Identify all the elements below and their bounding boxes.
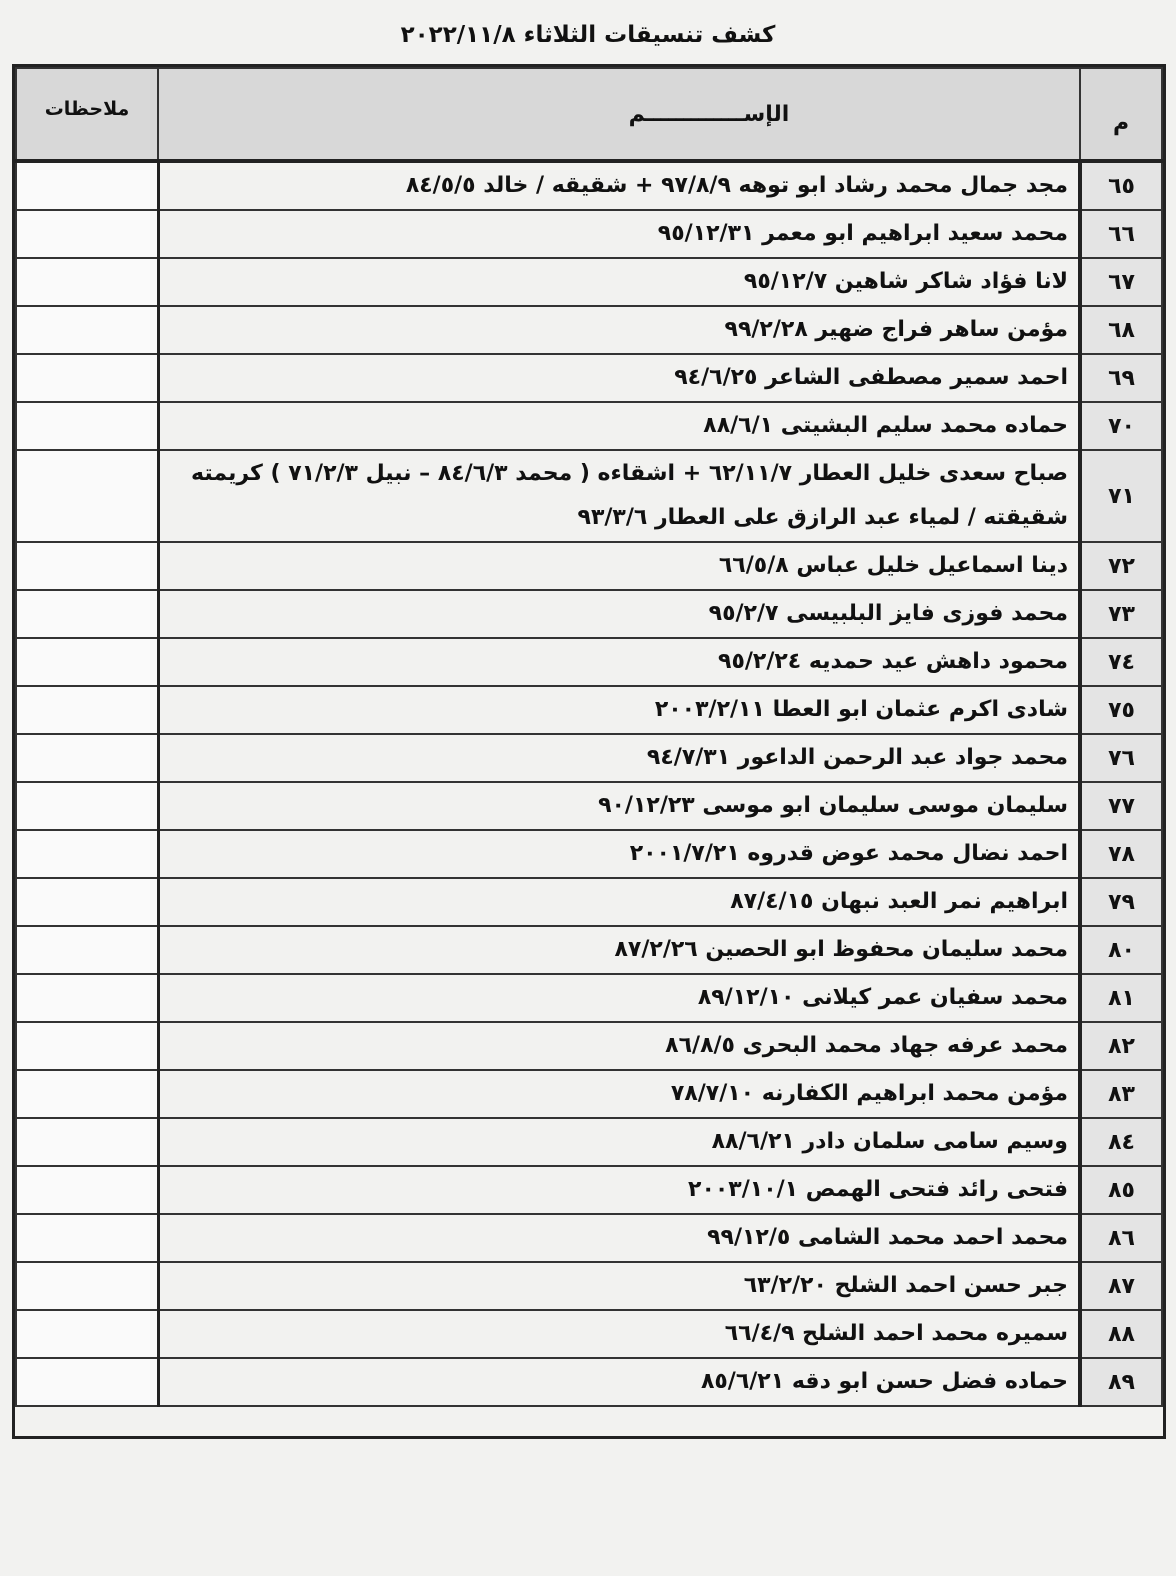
row-notes <box>16 450 158 542</box>
row-number: ٧١ <box>1080 450 1162 542</box>
table-row <box>16 686 1162 734</box>
row-notes <box>16 974 158 1022</box>
row-name: مؤمن ساهر فراج ضهير ٩٩/٢/٢٨ <box>158 306 1080 354</box>
table-header-row <box>16 68 1162 161</box>
row-name: محمد سفيان عمر كيلانى ٨٩/١٢/١٠ <box>158 974 1080 1022</box>
row-notes <box>16 734 158 782</box>
row-name: احمد سمير مصطفى الشاعر ٩٤/٦/٢٥ <box>158 354 1080 402</box>
table-row <box>16 638 1162 686</box>
table-row <box>16 306 1162 354</box>
coordination-table-frame <box>12 64 1166 1439</box>
row-notes <box>16 1070 158 1118</box>
row-number: ٧٠ <box>1080 402 1162 450</box>
table-row <box>16 1118 1162 1166</box>
row-name: فتحى رائد فتحى الهمص ٢٠٠٣/١٠/١ <box>158 1166 1080 1214</box>
row-notes <box>16 1358 158 1406</box>
table-row <box>16 734 1162 782</box>
table-row <box>16 926 1162 974</box>
row-number: ٨٤ <box>1080 1118 1162 1166</box>
table-row <box>16 1166 1162 1214</box>
row-name: محمد فوزى فايز البلبيسى ٩٥/٢/٧ <box>158 590 1080 638</box>
row-name: مجد جمال محمد رشاد ابو توهه ٩٧/٨/٩ + شقيقه / خالد ٨٤/٥/٥ <box>158 161 1080 210</box>
row-notes <box>16 1022 158 1070</box>
row-name: دينا اسماعيل خليل عباس ٦٦/٥/٨ <box>158 542 1080 590</box>
table-row <box>16 878 1162 926</box>
row-notes <box>16 830 158 878</box>
row-name: شادى اكرم عثمان ابو العطا ٢٠٠٣/٢/١١ <box>158 686 1080 734</box>
table-body <box>16 161 1162 1406</box>
row-number: ٧٣ <box>1080 590 1162 638</box>
row-notes <box>16 1310 158 1358</box>
row-number: ٨٨ <box>1080 1310 1162 1358</box>
table-row <box>16 974 1162 1022</box>
row-name: سميره محمد احمد الشلح ٦٦/٤/٩ <box>158 1310 1080 1358</box>
row-notes <box>16 542 158 590</box>
row-number: ٧٩ <box>1080 878 1162 926</box>
row-name: مؤمن محمد ابراهيم الكفارنه ٧٨/٧/١٠ <box>158 1070 1080 1118</box>
row-notes <box>16 638 158 686</box>
table-row <box>16 450 1162 542</box>
table-row <box>16 782 1162 830</box>
coordination-table <box>15 67 1163 1407</box>
row-name: حماده فضل حسن ابو دقه ٨٥/٦/٢١ <box>158 1358 1080 1406</box>
row-name: محمد سليمان محفوظ ابو الحصين ٨٧/٢/٢٦ <box>158 926 1080 974</box>
row-number: ٧٦ <box>1080 734 1162 782</box>
row-number: ٨٠ <box>1080 926 1162 974</box>
header-number: م <box>1080 68 1162 161</box>
row-name: جبر حسن احمد الشلح ٦٣/٢/٢٠ <box>158 1262 1080 1310</box>
row-number: ٨٣ <box>1080 1070 1162 1118</box>
table-row <box>16 1358 1162 1406</box>
row-number: ٧٢ <box>1080 542 1162 590</box>
table-row <box>16 830 1162 878</box>
header-name: الإســـــــــــــم <box>158 68 1080 161</box>
row-number: ٨٦ <box>1080 1214 1162 1262</box>
row-number: ٨١ <box>1080 974 1162 1022</box>
row-name: وسيم سامى سلمان دادر ٨٨/٦/٢١ <box>158 1118 1080 1166</box>
row-name: احمد نضال محمد عوض قدروه ٢٠٠١/٧/٢١ <box>158 830 1080 878</box>
row-number: ٨٢ <box>1080 1022 1162 1070</box>
row-number: ٦٥ <box>1080 161 1162 210</box>
row-notes <box>16 1262 158 1310</box>
table-row <box>16 354 1162 402</box>
table-row <box>16 402 1162 450</box>
row-number: ٧٨ <box>1080 830 1162 878</box>
table-row <box>16 1022 1162 1070</box>
row-notes <box>16 1166 158 1214</box>
row-number: ٨٥ <box>1080 1166 1162 1214</box>
row-name: صباح سعدى خليل العطار ٦٢/١١/٧ + اشقاءه ( محمد ٨٤/٦/٣ – نبيل ٧١/٢/٣ ) كريمته شقيقته / لمياء عبد الرازق على العطار ٩٣/٣/٦ <box>158 450 1080 542</box>
row-name: محمود داهش عيد حمديه ٩٥/٢/٢٤ <box>158 638 1080 686</box>
row-notes <box>16 878 158 926</box>
table-row <box>16 542 1162 590</box>
row-number: ٦٩ <box>1080 354 1162 402</box>
row-name: محمد جواد عبد الرحمن الداعور ٩٤/٧/٣١ <box>158 734 1080 782</box>
row-notes <box>16 1118 158 1166</box>
row-number: ٧٥ <box>1080 686 1162 734</box>
header-notes: ملاحظات <box>16 68 158 161</box>
row-notes <box>16 402 158 450</box>
table-row <box>16 590 1162 638</box>
row-name: محمد احمد محمد الشامى ٩٩/١٢/٥ <box>158 1214 1080 1262</box>
row-number: ٧٧ <box>1080 782 1162 830</box>
table-row <box>16 1262 1162 1310</box>
row-name: لانا فؤاد شاكر شاهين ٩٥/١٢/٧ <box>158 258 1080 306</box>
row-notes <box>16 354 158 402</box>
row-number: ٨٩ <box>1080 1358 1162 1406</box>
row-notes <box>16 1214 158 1262</box>
row-name: محمد سعيد ابراهيم ابو معمر ٩٥/١٢/٣١ <box>158 210 1080 258</box>
row-number: ٦٨ <box>1080 306 1162 354</box>
row-notes <box>16 306 158 354</box>
table-row <box>16 1070 1162 1118</box>
table-row <box>16 1214 1162 1262</box>
row-notes <box>16 686 158 734</box>
row-notes <box>16 926 158 974</box>
table-row <box>16 258 1162 306</box>
page-title: كشف تنسيقات الثلاثاء ٢٠٢٢/١١/٨ <box>400 22 776 48</box>
row-name: محمد عرفه جهاد محمد البحرى ٨٦/٨/٥ <box>158 1022 1080 1070</box>
row-name: ابراهيم نمر العبد نبهان ٨٧/٤/١٥ <box>158 878 1080 926</box>
row-number: ٧٤ <box>1080 638 1162 686</box>
table-row <box>16 161 1162 210</box>
row-notes <box>16 161 158 210</box>
table-row <box>16 210 1162 258</box>
row-number: ٦٧ <box>1080 258 1162 306</box>
table-row <box>16 1310 1162 1358</box>
row-number: ٨٧ <box>1080 1262 1162 1310</box>
row-name: سليمان موسى سليمان ابو موسى ٩٠/١٢/٢٣ <box>158 782 1080 830</box>
row-notes <box>16 782 158 830</box>
row-notes <box>16 210 158 258</box>
row-notes <box>16 258 158 306</box>
row-notes <box>16 590 158 638</box>
row-number: ٦٦ <box>1080 210 1162 258</box>
row-name: حماده محمد سليم البشيتى ٨٨/٦/١ <box>158 402 1080 450</box>
